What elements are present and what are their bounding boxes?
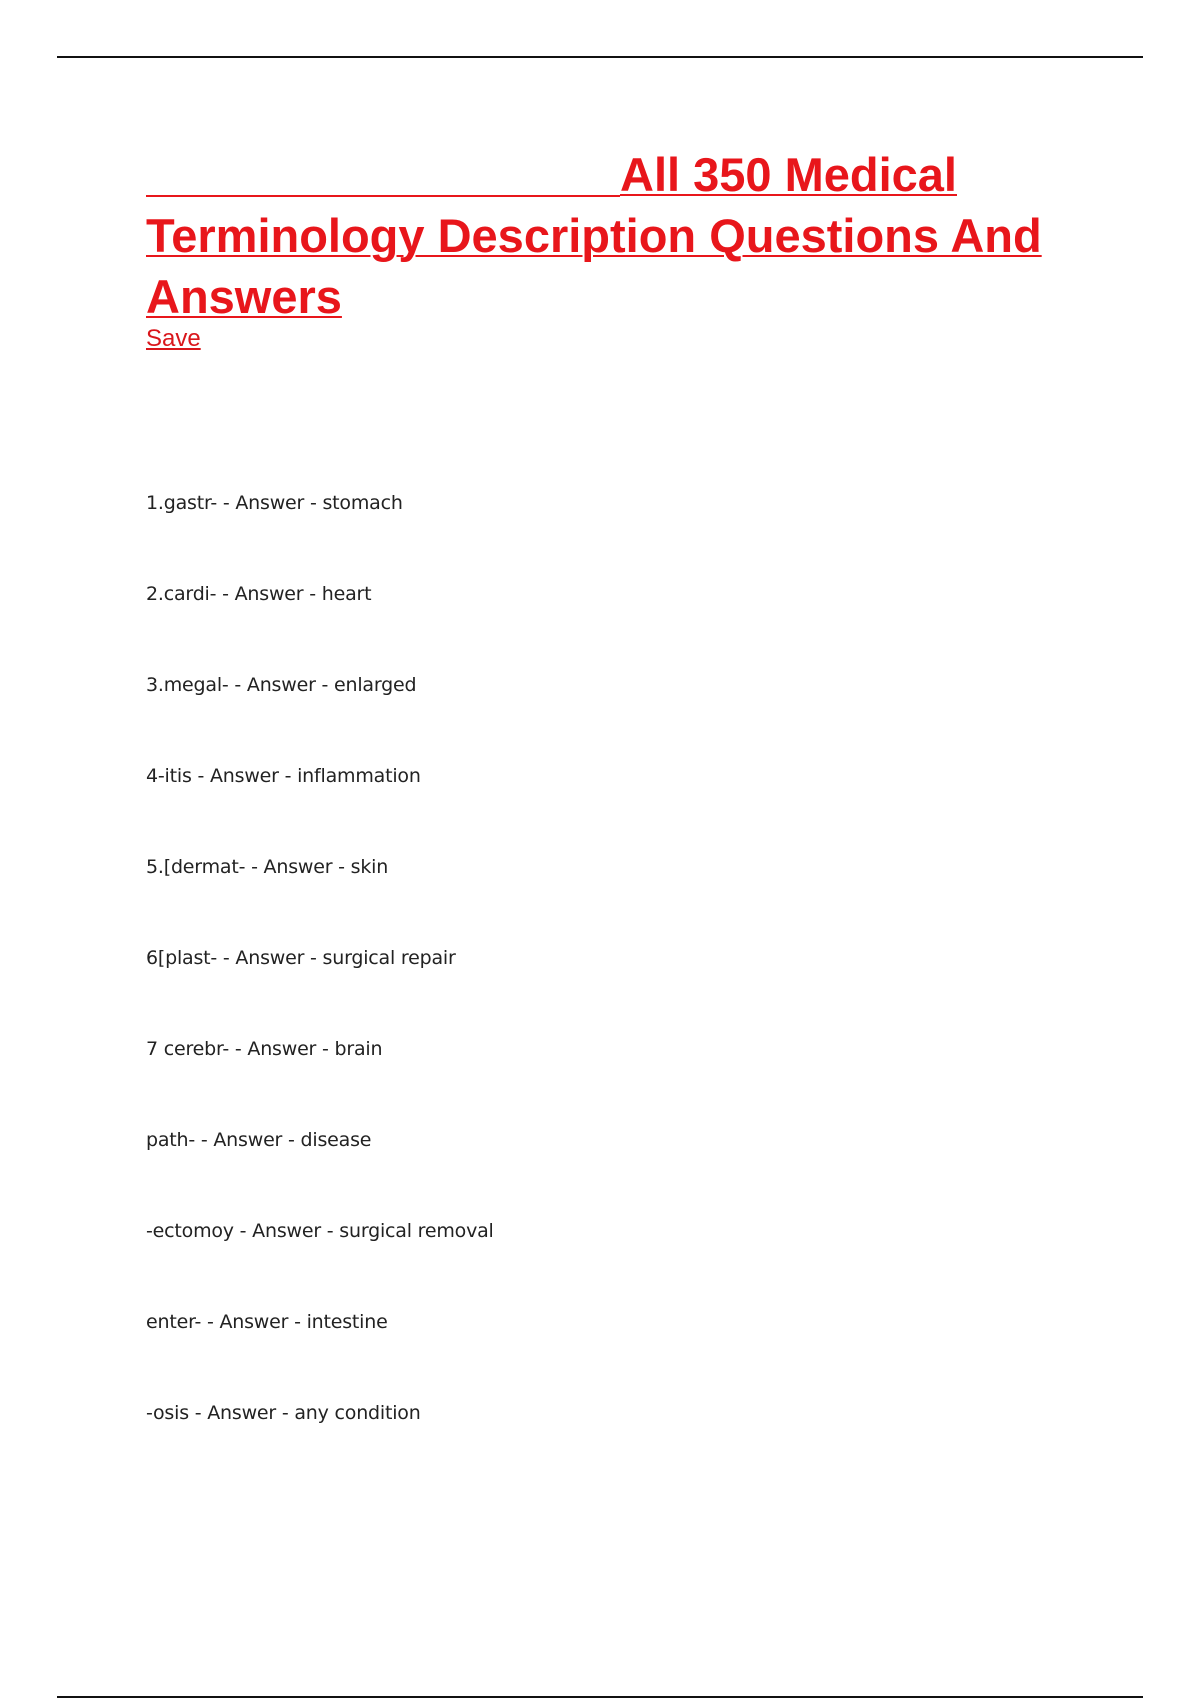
qa-item: enter- - Answer - intestine xyxy=(146,1311,388,1333)
qa-item: 7 cerebr- - Answer - brain xyxy=(146,1038,383,1060)
qa-item: path- - Answer - disease xyxy=(146,1129,372,1151)
qa-item: 6[plast- - Answer - surgical repair xyxy=(146,947,456,969)
qa-item: 1.gastr- - Answer - stomach xyxy=(146,492,403,514)
qa-item: 4-itis - Answer - inflammation xyxy=(146,765,421,787)
qa-item: 3.megal- - Answer - enlarged xyxy=(146,674,417,696)
document-title-text: All 350 Medical Terminology Description Questions And Answers xyxy=(146,148,1042,323)
qa-item: -ectomoy - Answer - surgical removal xyxy=(146,1220,494,1242)
top-divider xyxy=(57,56,1143,58)
title-indent xyxy=(146,150,620,197)
qa-list xyxy=(146,490,494,1491)
save-link[interactable]: Save xyxy=(146,325,201,352)
document-title xyxy=(146,144,1106,327)
qa-item: -osis - Answer - any condition xyxy=(146,1402,421,1424)
qa-item: 2.cardi- - Answer - heart xyxy=(146,583,372,605)
qa-item: 5.[dermat- - Answer - skin xyxy=(146,856,389,878)
bottom-divider xyxy=(57,1696,1143,1698)
